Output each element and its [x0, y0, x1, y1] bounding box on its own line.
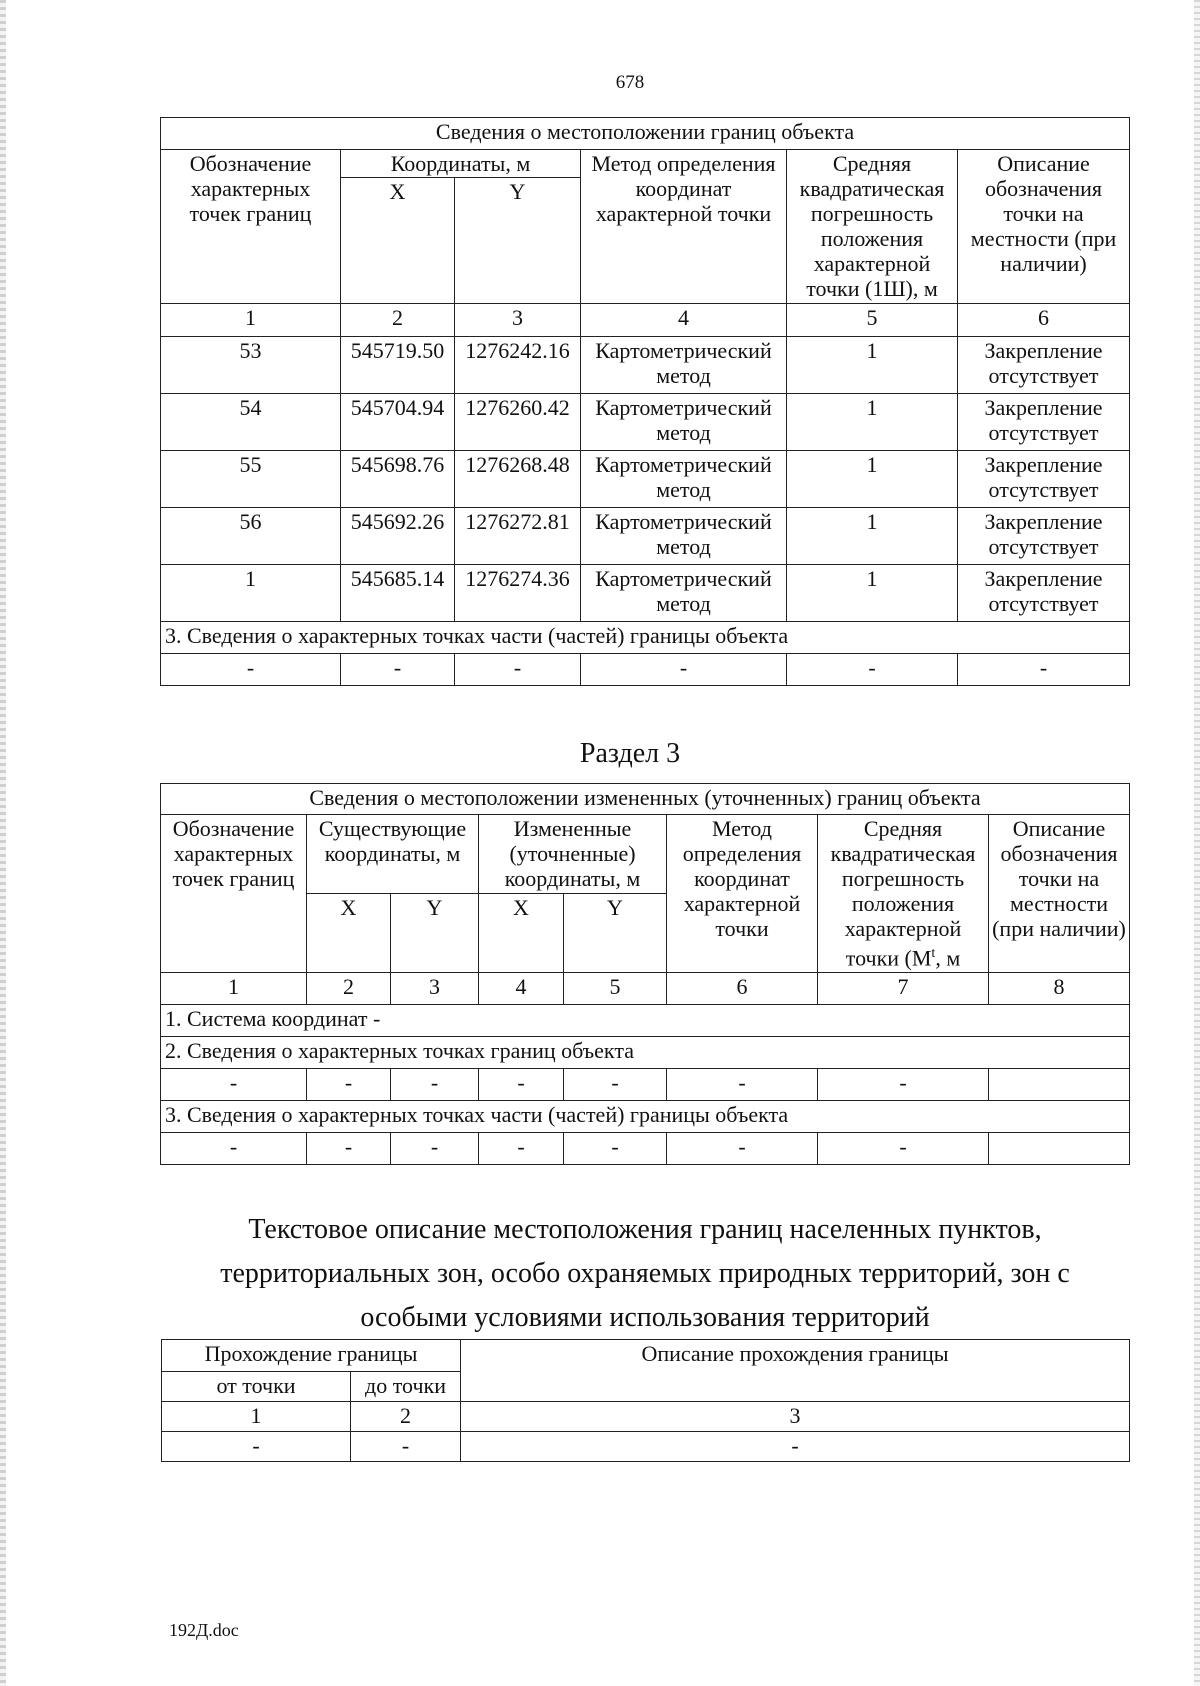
empty-value — [989, 1133, 1130, 1165]
column-number: 7 — [818, 973, 989, 1005]
point-id: 54 — [161, 394, 341, 451]
header-y: Y — [564, 894, 667, 973]
empty-value: - — [818, 1133, 989, 1165]
table-row — [161, 508, 1130, 565]
column-number: 3 — [391, 973, 479, 1005]
header-x: X — [307, 894, 391, 973]
table-row — [161, 394, 1130, 451]
boundaries-table — [160, 117, 1130, 686]
column-number: 1 — [161, 973, 307, 1005]
empty-value: - — [564, 1069, 667, 1101]
column-number: 2 — [341, 304, 455, 337]
header-row — [161, 815, 1130, 894]
empty-value: - — [564, 1133, 667, 1165]
changed-boundaries-table — [160, 783, 1130, 1165]
empty-value: - — [787, 654, 958, 686]
empty-value: - — [958, 654, 1130, 686]
error: 1 — [787, 337, 958, 394]
header-error — [818, 815, 989, 973]
point-id: 53 — [161, 337, 341, 394]
section-row — [161, 1101, 1130, 1133]
column-number: 5 — [787, 304, 958, 337]
method: Картометрический метод — [581, 337, 787, 394]
header-designation: Обозначение характерных точек границ — [161, 150, 341, 304]
table-row — [161, 451, 1130, 508]
header-method: Метод определения координат характерной точки — [667, 815, 818, 973]
table-row — [162, 1432, 1130, 1462]
header-designation: Обозначение характерных точек границ — [161, 815, 307, 973]
header-row — [162, 1340, 1130, 1372]
empty-value: - — [391, 1069, 479, 1101]
table-title: Сведения о местоположении границ объекта — [161, 118, 1130, 150]
column-number: 5 — [564, 973, 667, 1005]
column-number: 2 — [351, 1402, 461, 1432]
empty-value: - — [307, 1133, 391, 1165]
header-description: Описание обозначения точки на местности (при наличии) — [958, 150, 1130, 304]
method: Картометрический метод — [581, 394, 787, 451]
section-row — [161, 1005, 1130, 1037]
section-row — [161, 1037, 1130, 1069]
point-id: 56 — [161, 508, 341, 565]
part-section-label: 3. Сведения о характерных точках части (частей) границы объекта — [161, 1101, 1130, 1133]
method: Картометрический метод — [581, 508, 787, 565]
empty-value: - — [341, 654, 455, 686]
boundary-section-label: 2. Сведения о характерных точках границ объекта — [161, 1037, 1130, 1069]
column-number: 4 — [581, 304, 787, 337]
empty-value: - — [455, 654, 581, 686]
header-coords: Координаты, м — [341, 150, 581, 178]
column-number: 3 — [455, 304, 581, 337]
empty-value: - — [818, 1069, 989, 1101]
coord-y: 1276274.36 — [455, 565, 581, 622]
header-error-unit: , м — [935, 945, 961, 971]
boundary-passage-table — [161, 1339, 1130, 1462]
coord-y: 1276242.16 — [455, 337, 581, 394]
header-method: Метод определения координат характерной точки — [581, 150, 787, 304]
description: Закрепление отсутствует — [958, 394, 1130, 451]
method: Картометрический метод — [581, 451, 787, 508]
coord-x: 545698.76 — [341, 451, 455, 508]
coord-x: 545719.50 — [341, 337, 455, 394]
column-number: 8 — [989, 973, 1130, 1005]
table-row — [161, 1133, 1130, 1165]
error: 1 — [787, 451, 958, 508]
column-number: 1 — [161, 304, 341, 337]
coord-x: 545692.26 — [341, 508, 455, 565]
method: Картометрический метод — [581, 565, 787, 622]
page-number: 678 — [615, 72, 645, 93]
empty-value: - — [479, 1069, 564, 1101]
table-row — [161, 565, 1130, 622]
empty-value — [989, 1069, 1130, 1101]
coord-x: 545685.14 — [341, 565, 455, 622]
description: Закрепление отсутствует — [958, 508, 1130, 565]
empty-value: - — [161, 1133, 307, 1165]
empty-value: - — [351, 1432, 461, 1462]
empty-value: - — [162, 1432, 351, 1462]
scan-edge-left — [0, 0, 6, 1686]
coord-y: 1276260.42 — [455, 394, 581, 451]
error: 1 — [787, 565, 958, 622]
table-title-row — [161, 784, 1130, 815]
column-number: 2 — [307, 973, 391, 1005]
error: 1 — [787, 508, 958, 565]
table-title: Сведения о местоположении измененных (уточненных) границ объекта — [161, 784, 1130, 815]
column-number: 1 — [162, 1402, 351, 1432]
header-y: Y — [455, 178, 581, 304]
header-changed-coords: Измененные (уточненные) координаты, м — [479, 815, 667, 894]
header-y: Y — [391, 894, 479, 973]
coord-system-label: 1. Система координат - — [161, 1005, 1130, 1037]
column-number: 6 — [667, 973, 818, 1005]
header-existing-coords: Существующие координаты, м — [307, 815, 479, 894]
table-row — [161, 1069, 1130, 1101]
point-id: 55 — [161, 451, 341, 508]
error: 1 — [787, 394, 958, 451]
coord-x: 545704.94 — [341, 394, 455, 451]
part-section-label: 3. Сведения о характерных точках части (частей) границы объекта — [161, 622, 1130, 654]
table-row — [161, 654, 1130, 686]
point-id: 1 — [161, 565, 341, 622]
coord-y: 1276268.48 — [455, 451, 581, 508]
section-row — [161, 622, 1130, 654]
empty-value: - — [391, 1133, 479, 1165]
empty-value: - — [667, 1133, 818, 1165]
description: Закрепление отсутствует — [958, 451, 1130, 508]
empty-value: - — [667, 1069, 818, 1101]
description: Закрепление отсутствует — [958, 565, 1130, 622]
empty-value: - — [479, 1133, 564, 1165]
header-x: X — [341, 178, 455, 304]
table-title-row — [161, 118, 1130, 150]
header-from-point: от точки — [162, 1372, 351, 1402]
column-number: 4 — [479, 973, 564, 1005]
header-to-point: до точки — [351, 1372, 461, 1402]
header-error-text: Средняя квадратическая погрешность положения характерной точки (М — [830, 816, 976, 971]
column-number-row — [161, 304, 1130, 337]
column-number: 6 — [958, 304, 1130, 337]
description: Закрепление отсутствует — [958, 337, 1130, 394]
empty-value: - — [161, 1069, 307, 1101]
section-title: Раздел 3 — [579, 738, 681, 769]
header-passage-description: Описание прохождения границы — [461, 1340, 1130, 1402]
footer-filename: 192Д.doc — [169, 1620, 239, 1640]
header-error-superscript: t — [931, 946, 936, 961]
header-passage: Прохождение границы — [162, 1340, 461, 1372]
column-number-row — [161, 973, 1130, 1005]
header-x: X — [479, 894, 564, 973]
empty-value: - — [307, 1069, 391, 1101]
empty-value: - — [581, 654, 787, 686]
header-description: Описание обозначения точки на местности (при наличии) — [989, 815, 1130, 973]
empty-value: - — [461, 1432, 1130, 1462]
header-error: Средняя квадратическая погрешность положения характерной точки (1Ш), м — [787, 150, 958, 304]
column-number-row — [162, 1402, 1130, 1432]
header-row — [161, 150, 1130, 178]
column-number: 3 — [461, 1402, 1130, 1432]
text-description-heading: Текстовое описание местоположения границ населенных пунктов, территориальных зон, особо охраняемых природных территорий, зон с особыми условиями использования территорий — [220, 1214, 1070, 1333]
empty-value: - — [161, 654, 341, 686]
coord-y: 1276272.81 — [455, 508, 581, 565]
scan-edge-right — [1194, 0, 1200, 1686]
table-row — [161, 337, 1130, 394]
